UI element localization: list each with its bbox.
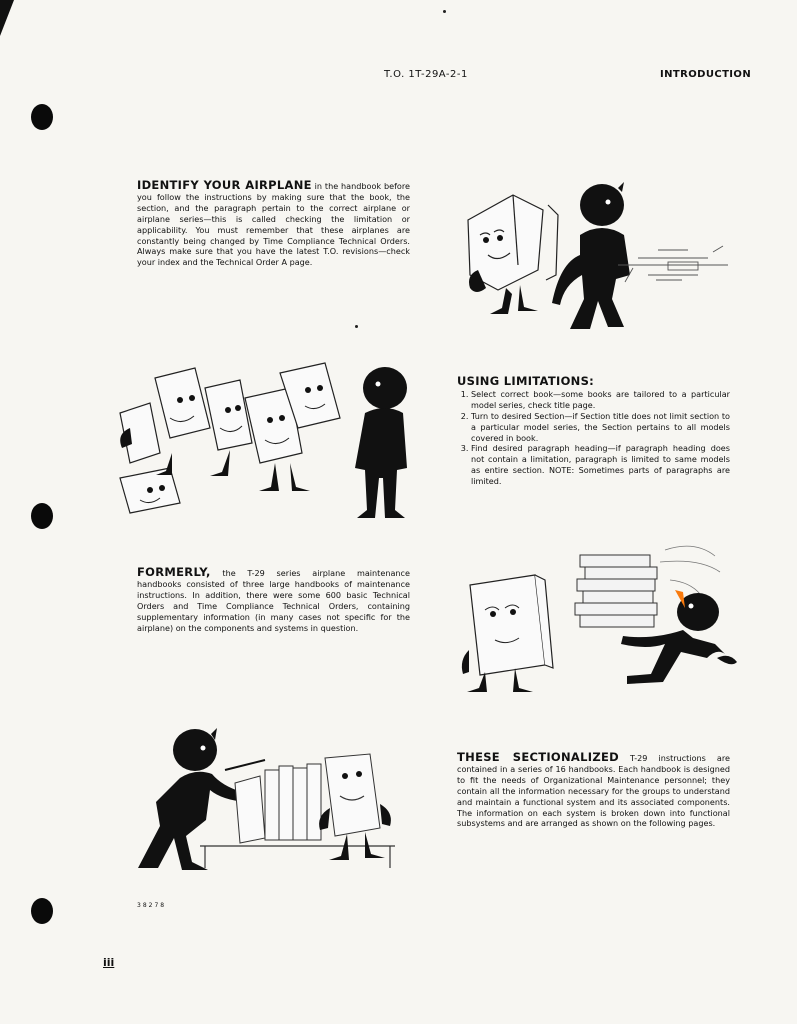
binder-hole-bottom (31, 898, 53, 924)
identify-paragraph (137, 180, 410, 268)
illustration-books-group (110, 358, 415, 528)
speck (443, 10, 446, 13)
formerly-body: the T-29 series airplane maintenance handbooks consisted of three large handbooks of maintenance instructions. In addition, there were some 600 basic Technical Orders and Time Compliance Technical Orders, containing supplementary information (in many cases not specific for the airplane) on the components and systems in question. (137, 568, 410, 633)
limitation-step: 3. Find desired paragraph heading—if paragraph heading does not contain a limitation, paragraph is limited to same models as entire section. NOTE: Sometimes parts of paragraphs are limited. (471, 443, 730, 487)
illustration-code: 38278 (137, 902, 167, 909)
identify-lead: IDENTIFY YOUR AIRPLANE (137, 178, 312, 192)
binder-hole-middle (31, 503, 53, 529)
illustration-bookshelf (125, 728, 410, 878)
illustration-stack-of-books (455, 540, 740, 700)
binder-hole-top (31, 104, 53, 130)
identify-body: in the handbook before you follow the instructions by making sure that the book, the section, and the paragraph pertain to the correct airplane or airplane series—this is called checking the limitation or applicability. You must remember that these airplanes are constantly being changed by Time Compliance Technical Orders. Always make sure that you have the latest T.O. revisions—check your index and the Technical Order A page. (137, 181, 410, 268)
sectionalized-body: T-29 instructions are contained in a series of 16 handbooks. Each handbook is designed to fit the needs of Organizational Maintenance personnel; they contain all the information necessary for the groups to understand and maintain a functional system and its associated components. The information on each system is broken down into functional subsystems and are arranged as shown on the following pages. (457, 753, 731, 829)
formerly-paragraph (137, 567, 410, 633)
illustration-carrying-books (458, 180, 748, 335)
sectionalized-paragraph (457, 752, 730, 829)
limitation-step: 1. Select correct book—some books are tailored to a particular model series, check title page. (471, 389, 730, 411)
formerly-lead: FORMERLY, (137, 565, 211, 579)
section-title: INTRODUCTION (660, 69, 752, 80)
page-number: iii (103, 956, 115, 969)
limitations-paragraph (457, 376, 730, 487)
limitation-step: 2. Turn to desired Section—if Section title does not limit section to a particular model series, the Section pertains to all models covered in book. (471, 411, 730, 444)
speck (355, 325, 358, 328)
limitations-list (457, 389, 730, 487)
corner-mark (0, 0, 14, 36)
limitations-heading: USING LIMITATIONS: (457, 374, 595, 388)
document-number: T.O. 1T-29A-2-1 (384, 69, 468, 80)
sectionalized-lead: THESE SECTIONALIZED (457, 750, 619, 764)
